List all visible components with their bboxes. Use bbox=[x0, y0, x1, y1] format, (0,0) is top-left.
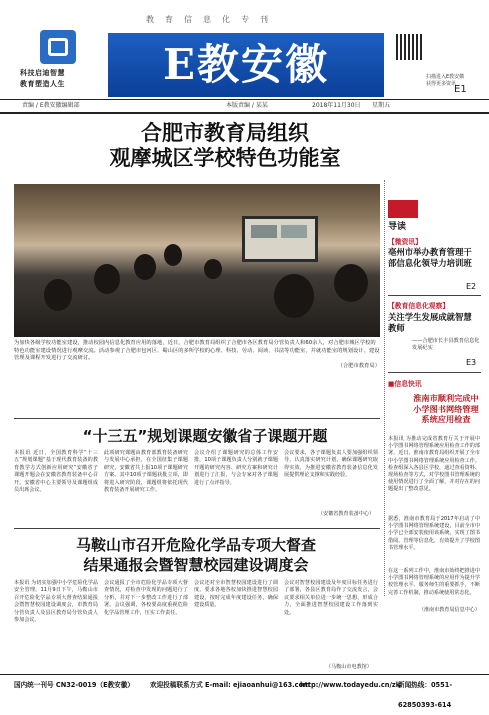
item2-sub: ——合肥市长丰县教育信息化发展纪实 bbox=[412, 338, 480, 351]
footer-phone: 新闻热线：0551-62850393-614 bbox=[398, 681, 453, 709]
third-col4: 会议对智慧校园建设及年度目标任务进行了部署，各县区教育局作了交流发言，会议要求相关单位进一步统一思想，形成合力，全面推进智慧校园建设工作落到实处。 bbox=[284, 580, 378, 616]
photo-source: （合肥市教育局） bbox=[337, 362, 380, 369]
slogan-line2: 教育塑造人生 bbox=[20, 80, 65, 88]
masthead-tagline: 教育信息化专刊 bbox=[146, 15, 279, 24]
masthead bbox=[0, 0, 489, 118]
main-headline bbox=[60, 121, 390, 171]
second-source: （安徽省教育装备中心） bbox=[318, 511, 375, 517]
info-weekday: 星期五 bbox=[372, 102, 391, 109]
person-head bbox=[134, 254, 156, 280]
item1-title: 亳州市举办教育管理干部信息化领导力培训班 bbox=[388, 247, 472, 268]
sidebar-rule bbox=[388, 295, 481, 296]
item1-page: E2 bbox=[466, 282, 477, 291]
sidebar-rule bbox=[388, 372, 481, 373]
third-col3: 会议还对全市智慧校园建设进行了调度，要求各地各校加快推进智慧校园建设，按时完成年度建设任务，确保建设质量。 bbox=[194, 580, 278, 609]
third-col2: 会议通报了全市危险化学品专项大督查情况，对检查中发现的问题进行了分析，并对下一步整改工作进行了部署。会议强调，各校要高度重视危险化学品管理工作，压实工作责任。 bbox=[104, 580, 188, 616]
main-headline-line2: 观摩城区学校特色功能室 bbox=[109, 146, 341, 170]
masthead-title: E教安徽 bbox=[108, 33, 384, 97]
person-head bbox=[164, 244, 182, 266]
news-title: 淮南市顺利完成中小学图书网络管理系统应用检查 bbox=[413, 393, 479, 424]
third-source: （马鞍山市电教馆） bbox=[326, 664, 372, 670]
third-col1: 本报讯 为切实加强中小学危险化学品安全管理，11月9日下午，马鞍山市召开危险化学品专项大督查结果通报会暨智慧校园建设调度会，市教育局分管负责人及县区教育局分管负责人参加会议。 bbox=[14, 580, 98, 624]
guide-icon bbox=[388, 200, 418, 218]
person-head bbox=[204, 259, 222, 279]
second-col4: 会议要求，各子课题负责人要加强组织领导，认真落实研究计划，确保课题研究取得实效，为推进安徽省教育装备信息化发展提供理论支撑和实践经验。 bbox=[284, 450, 378, 479]
info-editor2: 本版责编 / 某某 bbox=[226, 102, 268, 109]
main-headline-line1: 合肥市教育局组织 bbox=[141, 121, 309, 145]
third-headline-line2: 结果通报会暨智慧校园建设调度会 bbox=[83, 556, 309, 574]
item2-tag: 【教育信息化观察】 bbox=[388, 302, 450, 310]
logo-icon bbox=[40, 30, 76, 64]
news-text1: 本报讯 为推动完成省教育厅关于开展中小学图书网络管理系统应用检查工作的部署，近日，淮南市教育局组织开展了全市中小学图书网络管理系统应用检查工作。检查组深入各县区学校，通过查看资料、现场检查等方式，对学校图书管理系统的使用情况进行了全面了解，并对存在的问题提出了整改意见。 bbox=[388, 436, 480, 493]
person-head bbox=[44, 279, 72, 311]
person-head bbox=[94, 264, 120, 294]
info-date: 2018年11月30日 bbox=[312, 102, 361, 109]
third-headline bbox=[16, 535, 376, 575]
qr-caption-line2: 获得更多资讯 bbox=[426, 81, 457, 87]
news-text2: 据悉，淮南市教育局于2017年启动了中小学图书网络管理系统建设，目前全市中小学已全部安装使用该系统，实现了图书借阅、管理等信息化，有效提升了学校图书管理水平。 bbox=[388, 516, 480, 551]
qr-caption-line1: 扫描进入E教安徽 bbox=[426, 74, 465, 80]
info-editor: 责编 / E教安徽编辑部 bbox=[22, 102, 80, 109]
slogan-line1: 科技启迪智慧 bbox=[20, 69, 65, 77]
second-col2: 此项研究课题由教育部教育装备研究与发展中心承担，在全国征集子课题研究，安徽省共上报10项子课题研究方案。其中10项子课题获批立项，即将进入研究阶段，课题组将依托现代教育装备开展研究工作。 bbox=[104, 450, 188, 494]
news-source: （淮南市教育局信息中心） bbox=[418, 607, 480, 613]
meeting-photo bbox=[14, 184, 380, 337]
guide-label: 导读 bbox=[388, 222, 407, 232]
item1-tag: 【微资讯】 bbox=[388, 238, 422, 246]
second-headline: “十三五”规划课题安徽省子课题开题 bbox=[82, 427, 328, 445]
news-tag: ■信息快讯 bbox=[388, 380, 422, 388]
footer-url[interactable]: http://www.todayedu.cn/zk bbox=[300, 681, 401, 689]
second-col1: 本报讯 近日，全国教育科学“十三五”规划课题“基于现代教育装备的教育教学方式创新应用研究”安徽省子课题开题会在安徽省教育装备中心召开。安徽省中心主要领导及课题组成员出席会议。 bbox=[14, 450, 98, 494]
person-head bbox=[334, 264, 368, 302]
third-headline-line1: 马鞍山市召开危险化学品专项大督查 bbox=[75, 536, 316, 554]
news-text3: 在这一系列工作中，淮南市始终把推进中小学图书网络管理系统的应用作为提升学校管理水平、服务师生的重要抓手，不断完善工作机制，推动系统使用常态化。 bbox=[388, 568, 480, 596]
item2-page: E3 bbox=[466, 358, 477, 367]
footer-email: 欢迎投稿联系方式 E-mail: ejiaoanhui@163.com bbox=[150, 681, 310, 689]
footer bbox=[0, 674, 489, 709]
second-col3: 会议介绍了课题研究的总体工作安排，10项子课题负责人分别就子课题开题的研究内容、研究方案和研究计划进行了汇报，与会专家对各子课题进行了点评指导。 bbox=[194, 450, 278, 486]
section-divider bbox=[14, 418, 380, 419]
item2-title: 关注学生发展成就智慧教师 bbox=[388, 312, 472, 333]
section-divider bbox=[14, 528, 380, 529]
page-number: E1 bbox=[454, 84, 467, 95]
photo-caption bbox=[14, 340, 380, 370]
projection-screen bbox=[242, 216, 318, 262]
person-head bbox=[274, 274, 314, 318]
footer-issn: 国内统一刊号 CN32-0019（E教安徽） bbox=[14, 681, 134, 689]
photo-caption-text: 为加快各级学校功能室建设，推动校园内信息化教育应用的落地，近日，合肥市教育局组织了合肥市各区教育局分管负责人和60余人，对合肥市城区学校的特色功能室建设情况进行观摩交流。活动参观了合肥市包河区、蜀山区的多所学校的心理、科技、劳动、阅读、书法等功能室，并就功能室的规划设计、建设管理及课程开发进行了交流研讨。 bbox=[14, 340, 380, 361]
info-line bbox=[0, 99, 489, 114]
qr-code-icon bbox=[396, 34, 422, 60]
